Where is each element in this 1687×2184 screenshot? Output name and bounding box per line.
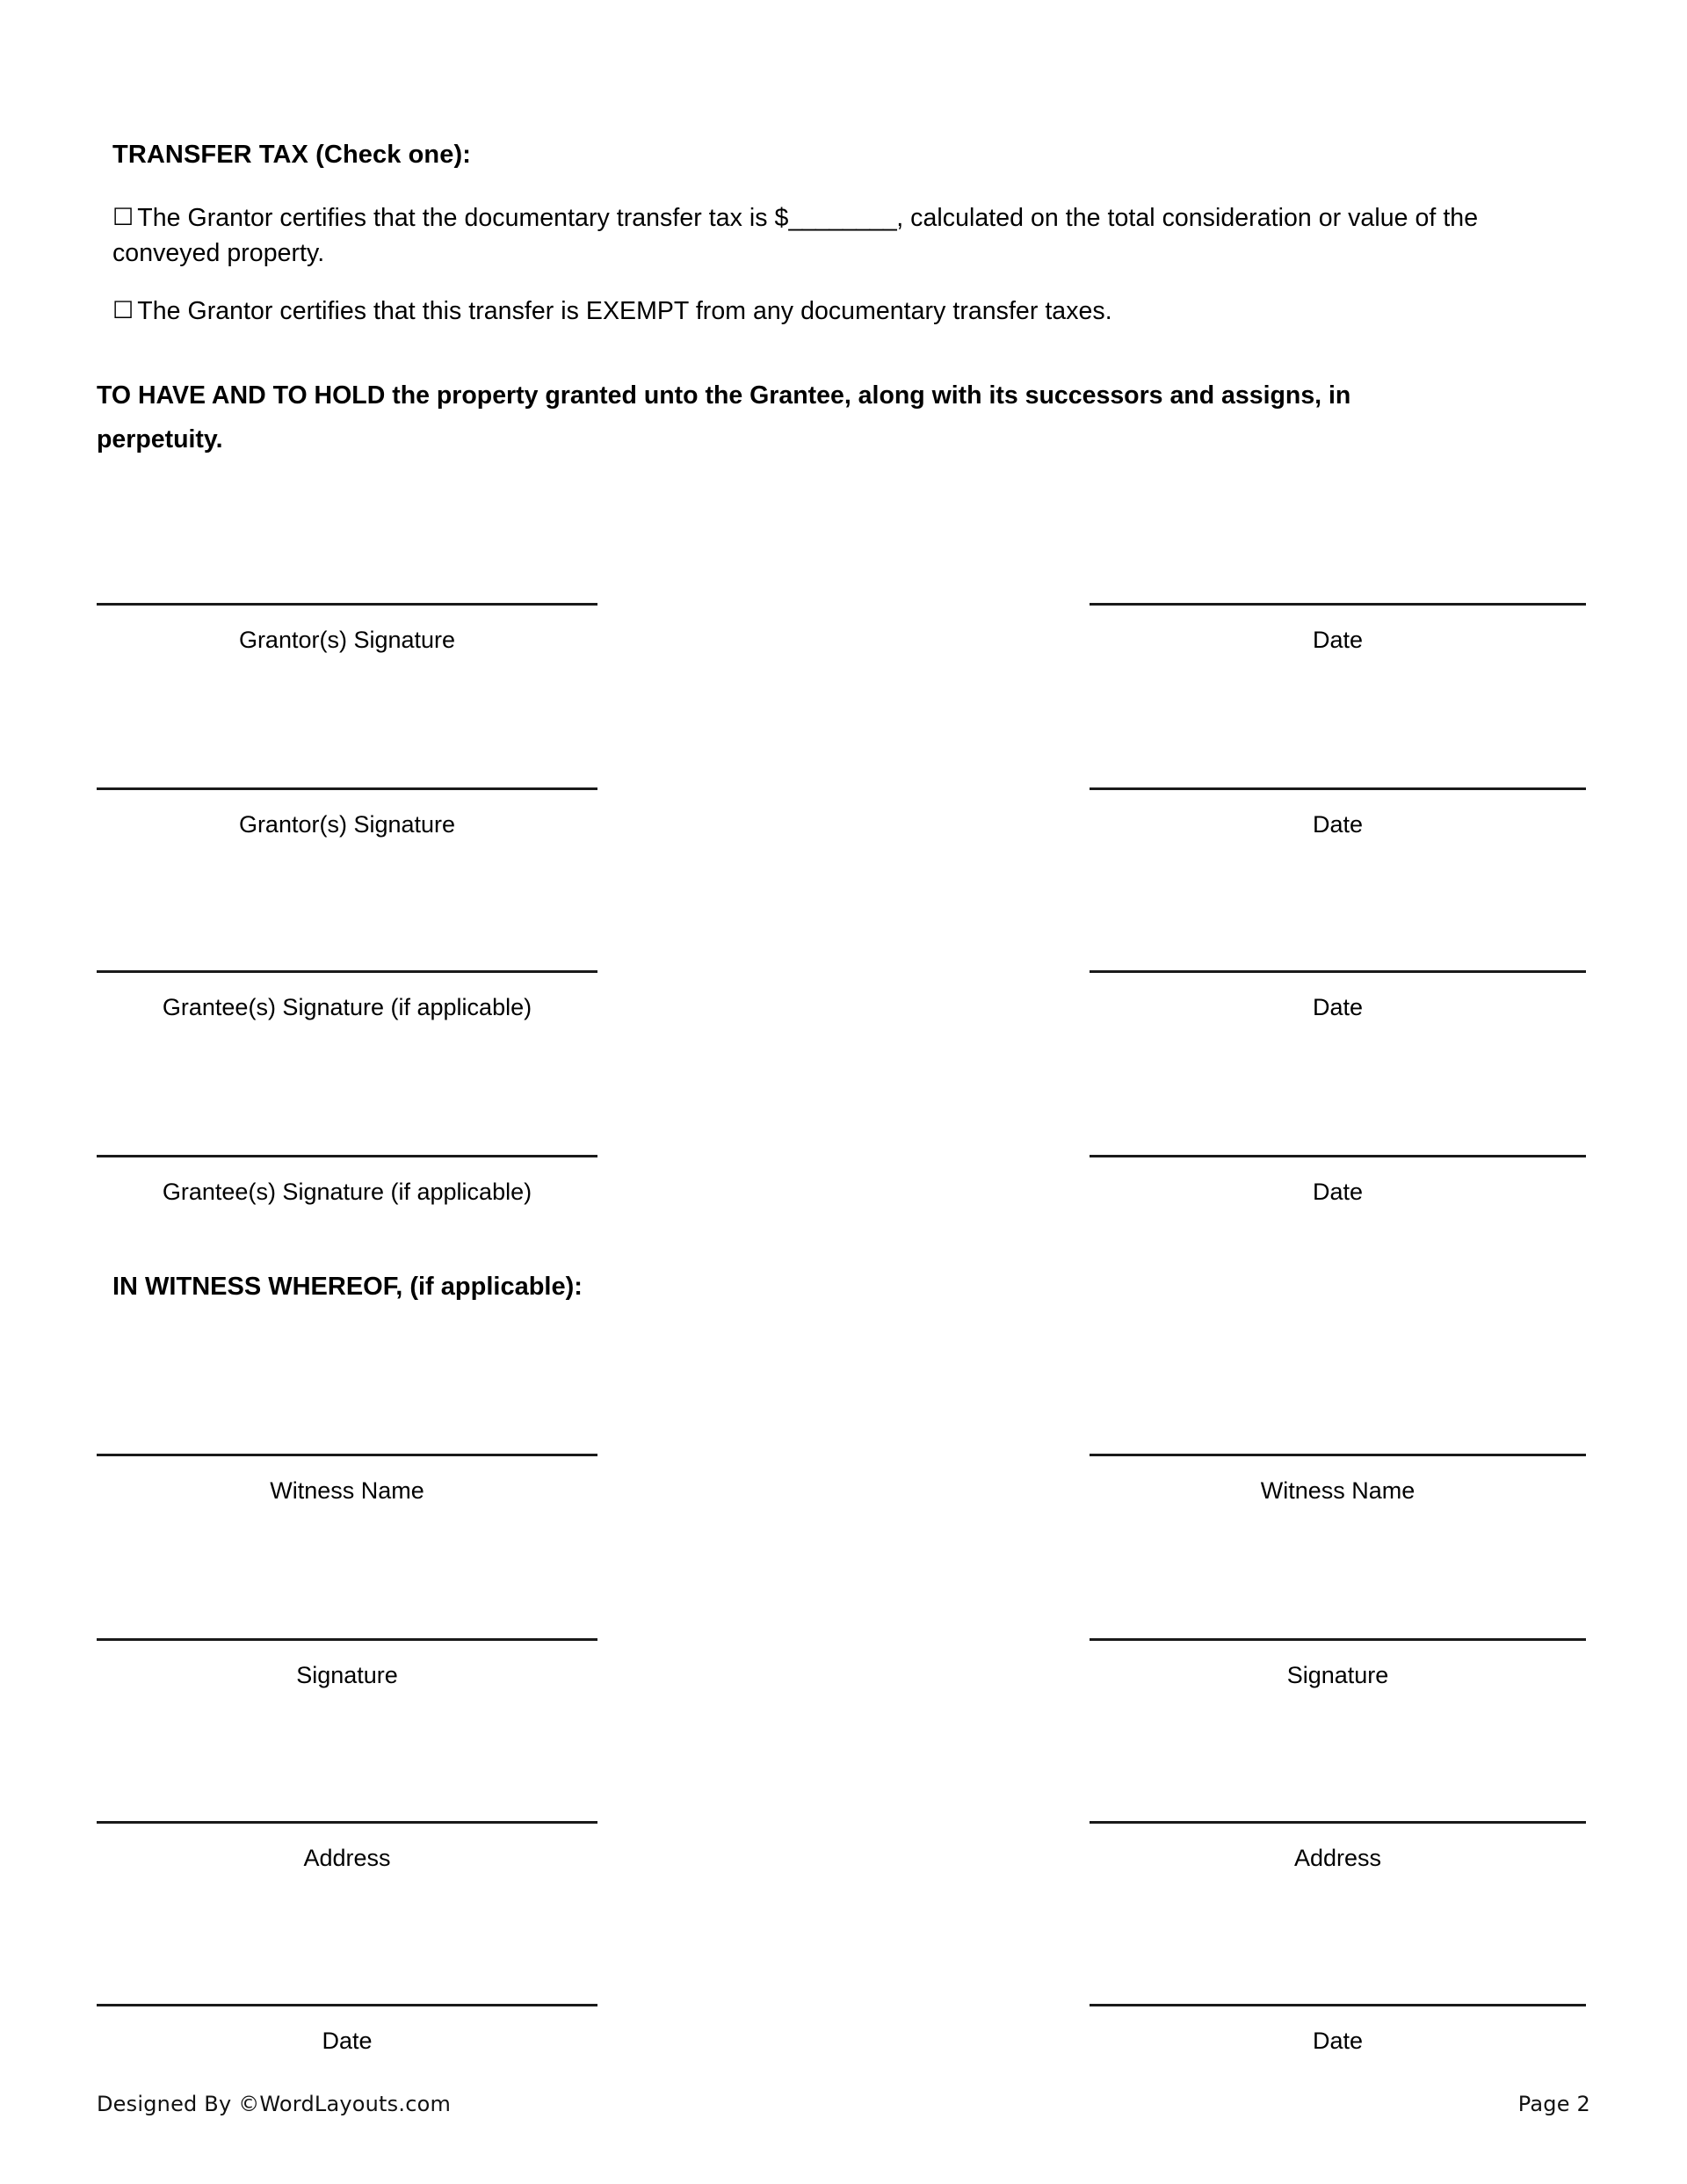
- witness-address-label: Address: [1293, 1845, 1382, 1871]
- witness-signature-label: Signature: [1286, 1662, 1389, 1688]
- witness-name-rule[interactable]: [1090, 1454, 1586, 1456]
- witness-name-label: Witness Name: [270, 1477, 424, 1504]
- signature-rule[interactable]: [97, 787, 597, 790]
- witness-signature-block-right: [1090, 1638, 1586, 1687]
- date-block-grantee-1: [1090, 970, 1586, 1019]
- date-rule[interactable]: [1090, 787, 1586, 790]
- witness-date-rule[interactable]: [97, 2004, 597, 2006]
- date-rule[interactable]: [1090, 603, 1586, 606]
- witness-date-block-right: [1090, 2004, 1586, 2053]
- witness-name-label: Witness Name: [1260, 1477, 1415, 1504]
- signature-rule[interactable]: [97, 603, 597, 606]
- witness-date-label: Date: [1312, 2028, 1364, 2054]
- transfer-tax-option-2-text: The Grantor certifies that this transfer is EXEMPT from any documentary transfer taxes.: [137, 297, 1112, 325]
- page-footer: [97, 2092, 1590, 2116]
- witness-name-block-left: [97, 1454, 597, 1503]
- date-label: Date: [1312, 811, 1364, 838]
- footer-credit: Designed By ©WordLayouts.com: [97, 2092, 452, 2116]
- date-label: Date: [1312, 1179, 1364, 1205]
- witness-address-block-right: [1090, 1821, 1586, 1870]
- date-label: Date: [1312, 627, 1364, 653]
- date-label: Date: [1312, 994, 1364, 1020]
- transfer-tax-option-1-text-a: The Grantor certifies that the documentary transfer tax is $: [137, 204, 789, 232]
- date-block-grantor-2: [1090, 787, 1586, 837]
- transfer-tax-option-1-text-b: , calculated on the total consideration or value of the conveyed property.: [112, 204, 1479, 267]
- date-block-grantee-2: [1090, 1155, 1586, 1204]
- signature-label: Grantor(s) Signature: [238, 811, 456, 838]
- transfer-tax-option-1: [112, 200, 1571, 271]
- witness-signature-block-left: [97, 1638, 597, 1687]
- witness-address-rule[interactable]: [97, 1821, 597, 1824]
- witness-signature-rule[interactable]: [97, 1638, 597, 1641]
- date-block-grantor-1: [1090, 603, 1586, 652]
- witness-name-block-right: [1090, 1454, 1586, 1503]
- habendum-clause: TO HAVE AND TO HOLD the property granted unto the Grantee, along with its successors and assigns, in perpetuity.: [97, 381, 1351, 453]
- witness-address-label: Address: [303, 1845, 391, 1871]
- date-rule[interactable]: [1090, 1155, 1586, 1157]
- checkbox-icon[interactable]: ☐: [112, 204, 134, 230]
- checkbox-icon[interactable]: ☐: [112, 297, 134, 323]
- witness-address-block-left: [97, 1821, 597, 1870]
- signature-block-grantee-1: [97, 970, 597, 1019]
- witness-signature-rule[interactable]: [1090, 1638, 1586, 1641]
- page-number: Page 2: [1517, 2092, 1590, 2116]
- witness-name-rule[interactable]: [97, 1454, 597, 1456]
- witness-date-block-left: [97, 2004, 597, 2053]
- witness-address-rule[interactable]: [1090, 1821, 1586, 1824]
- signature-label: Grantor(s) Signature: [238, 627, 456, 653]
- witness-signature-label: Signature: [296, 1662, 398, 1688]
- date-rule[interactable]: [1090, 970, 1586, 973]
- signature-rule[interactable]: [97, 1155, 597, 1157]
- signature-label: Grantee(s) Signature (if applicable): [162, 994, 532, 1020]
- witness-section-heading: IN WITNESS WHEREOF, (if applicable):: [112, 1273, 583, 1301]
- witness-date-label: Date: [322, 2028, 373, 2054]
- signature-rule[interactable]: [97, 970, 597, 973]
- transfer-tax-amount-blank[interactable]: ________: [788, 204, 897, 232]
- signature-block-grantor-2: [97, 787, 597, 837]
- transfer-tax-heading: TRANSFER TAX (Check one):: [112, 141, 471, 169]
- transfer-tax-option-2: [112, 294, 1571, 329]
- signature-block-grantee-2: [97, 1155, 597, 1204]
- signature-label: Grantee(s) Signature (if applicable): [162, 1179, 532, 1205]
- signature-block-grantor-1: [97, 603, 597, 652]
- witness-date-rule[interactable]: [1090, 2004, 1586, 2006]
